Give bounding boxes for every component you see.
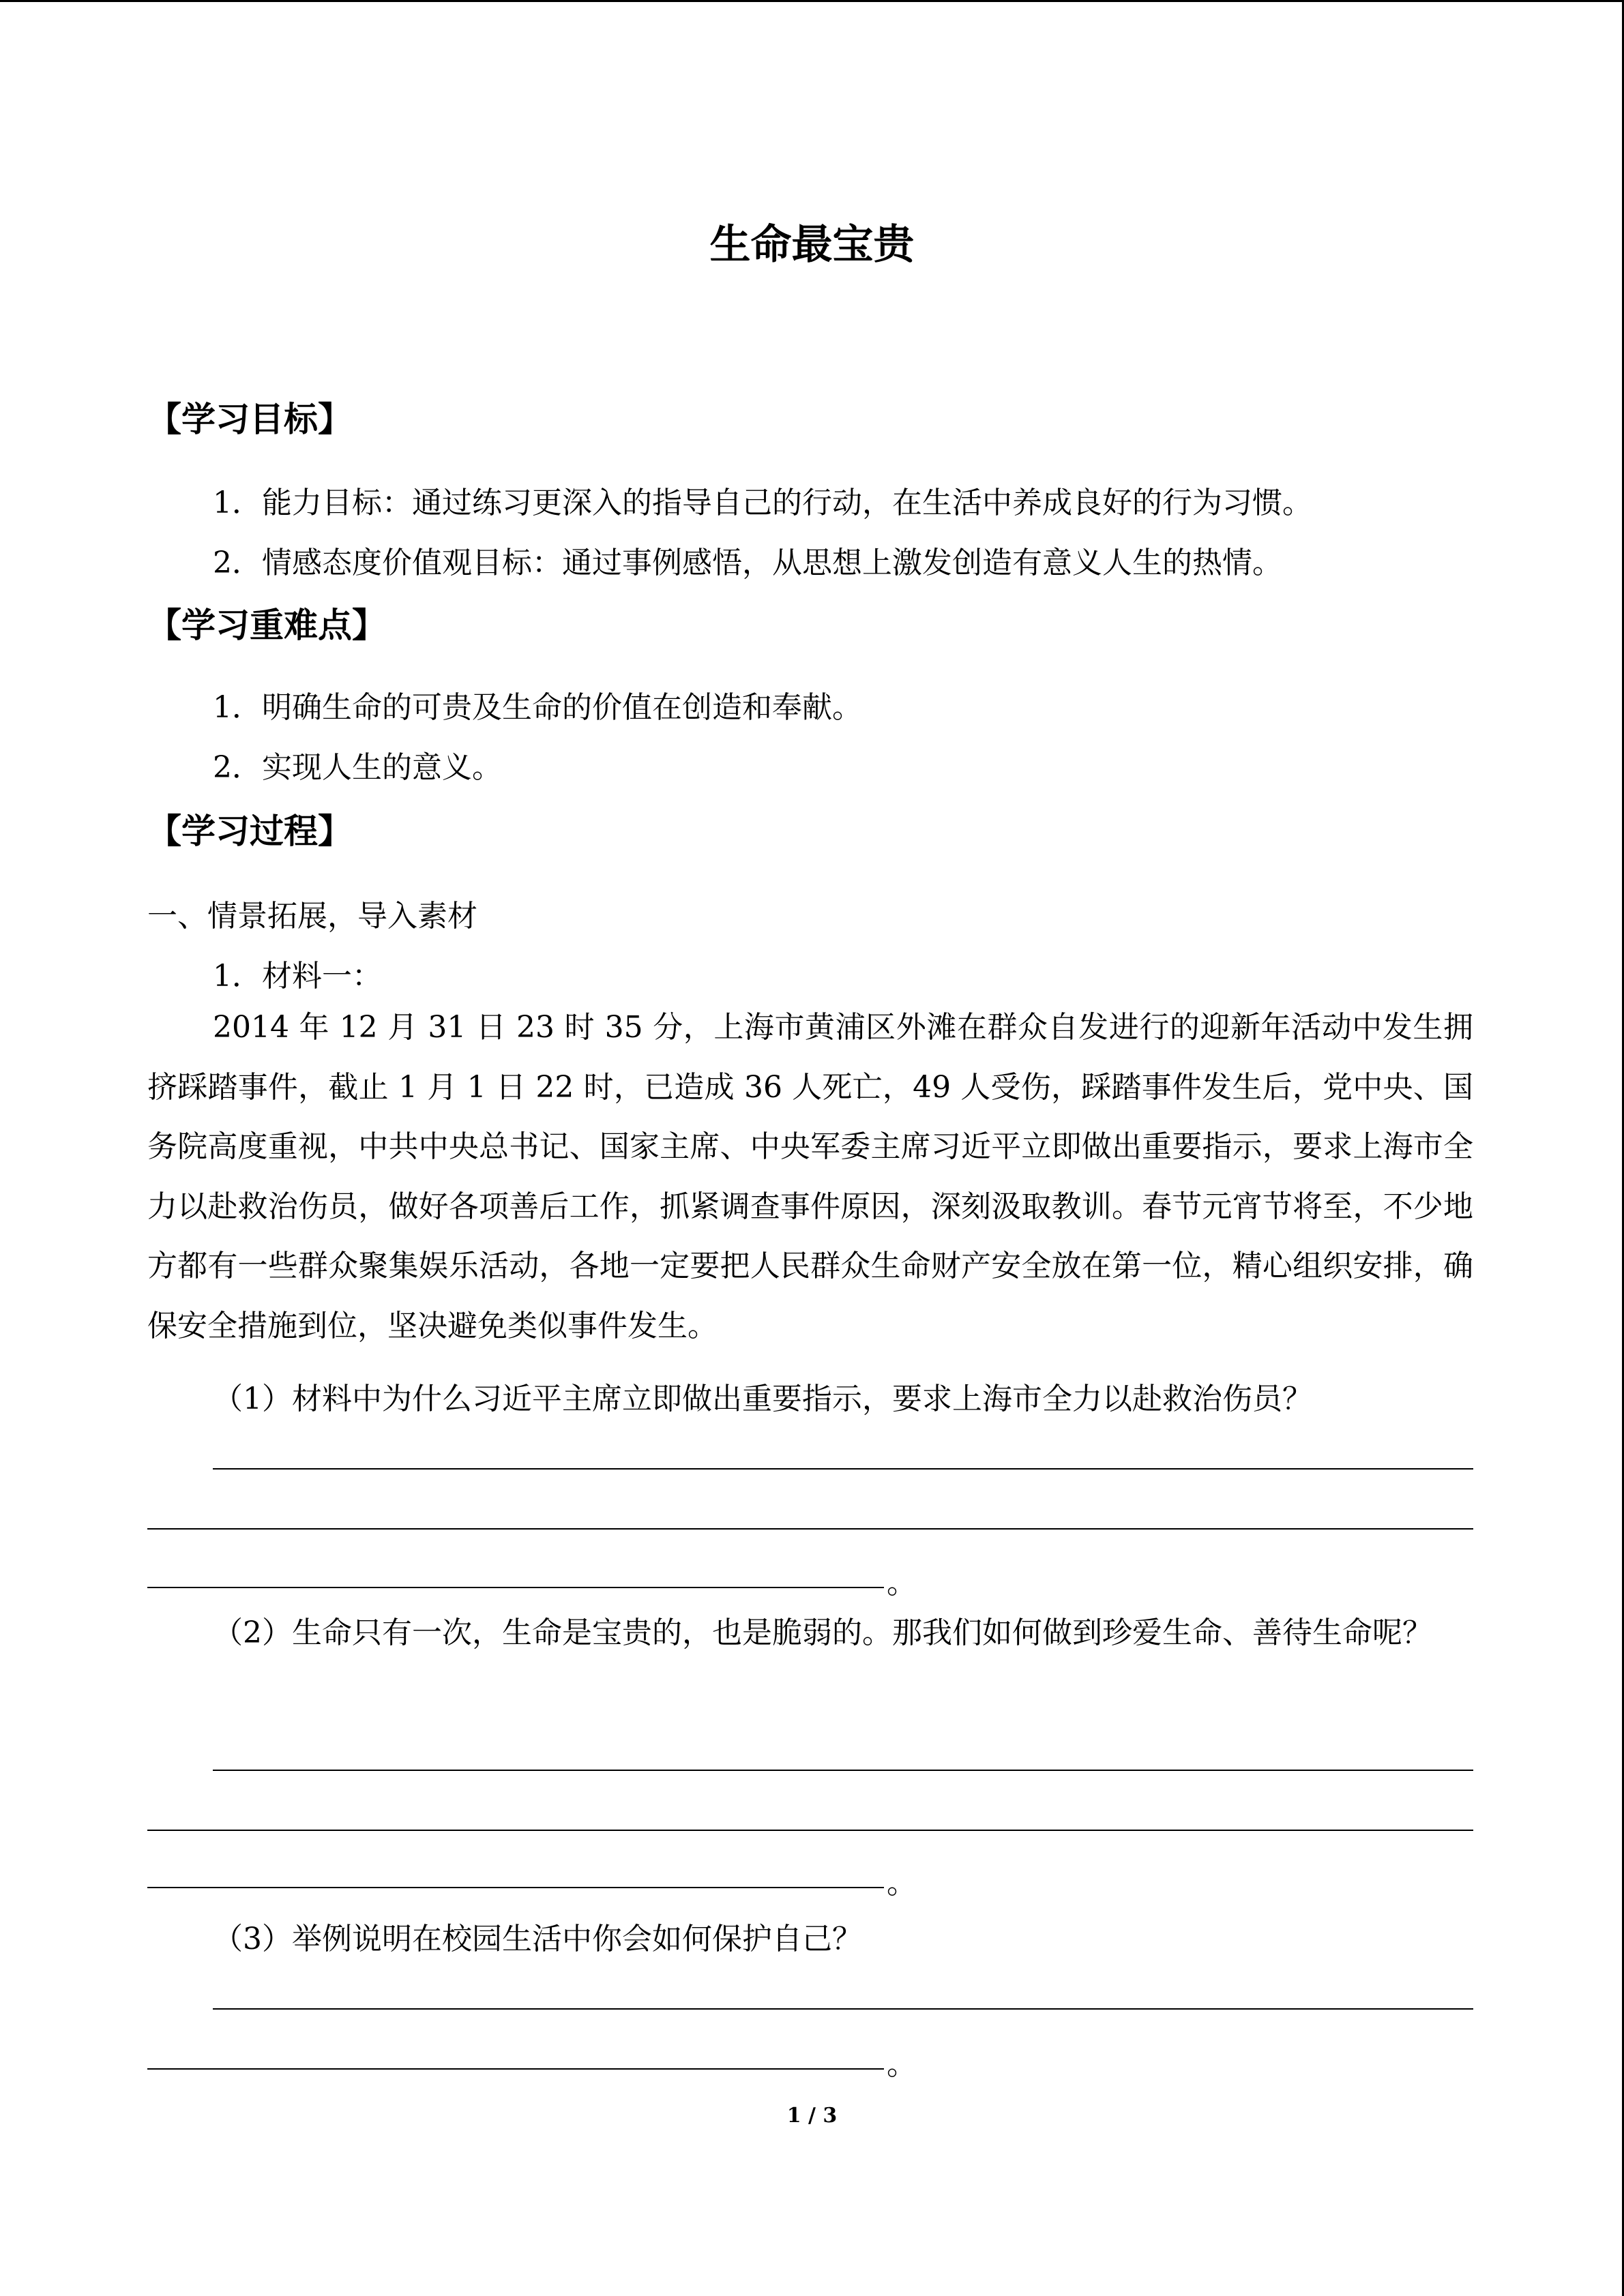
answer-line[interactable] [147, 1887, 884, 1888]
answer-end-mark: 。 [887, 2047, 917, 2082]
key-point-item-1: 1．明确生命的可贵及生命的价值在创造和奉献。 [213, 690, 862, 725]
page-number: 1 / 3 [786, 2104, 838, 2128]
question-3: （3）举例说明在校园生活中你会如何保护自己？ [213, 1922, 862, 1956]
answer-line[interactable] [213, 1468, 1473, 1470]
objective-item-1: 1．能力目标：通过练习更深入的指导自己的行动，在生活中养成良好的行为习惯。 [213, 486, 1312, 520]
question-1: （1）材料中为什么习近平主席立即做出重要指示，要求上海市全力以赴救治伤员？ [213, 1382, 1312, 1416]
answer-line[interactable] [147, 1528, 1473, 1530]
answer-line[interactable] [147, 1587, 884, 1588]
key-point-item-2: 2．实现人生的意义。 [213, 750, 502, 785]
answer-line[interactable] [213, 1770, 1473, 1771]
page-title: 生命最宝贵 [709, 221, 915, 269]
material-label: 1．材料一： [213, 959, 382, 994]
part-1-title: 一、情景拓展，导入素材 [147, 899, 477, 934]
answer-line[interactable] [213, 2008, 1473, 2010]
question-2: （2）生命只有一次，生命是宝贵的，也是脆弱的。那我们如何做到珍爱生命、善待生命呢？ [213, 1615, 1432, 1650]
heading-objectives: 【学习目标】 [147, 400, 352, 439]
answer-line[interactable] [147, 2068, 884, 2070]
answer-end-mark: 。 [887, 1866, 917, 1900]
objective-item-2: 2．情感态度价值观目标：通过事例感悟，从思想上激发创造有意义人生的热情。 [213, 546, 1282, 580]
heading-key-points: 【学习重难点】 [147, 606, 386, 645]
heading-process: 【学习过程】 [147, 811, 352, 851]
material-text: 2014 年 12 月 31 日 23 时 35 分，上海市黄浦区外滩在群众自发进行的迎新年活动中发生拥挤踩踏事件，截止 1 月 1 日 22 时，已造成 36 人死亡，49 人受伤，踩踏事件发生后，党中央、国务院高度重视，中共中央总书记、国家主席、中央军委主席习近平立即做出重要指示，要求上海市全力以赴救治伤员，做好各项善后工作，抓紧调查事件原因，深刻汲取教训。春节元宵节将至，不少地方都有一些群众聚集娱乐活动，各地一定要把人民群众生命财产安全放在第一位，精心组织安排，确保安全措施到位，坚决避免类似事件发生。 [147, 1010, 1473, 1343]
answer-line[interactable] [147, 1830, 1473, 1831]
answer-end-mark: 。 [887, 1566, 917, 1600]
